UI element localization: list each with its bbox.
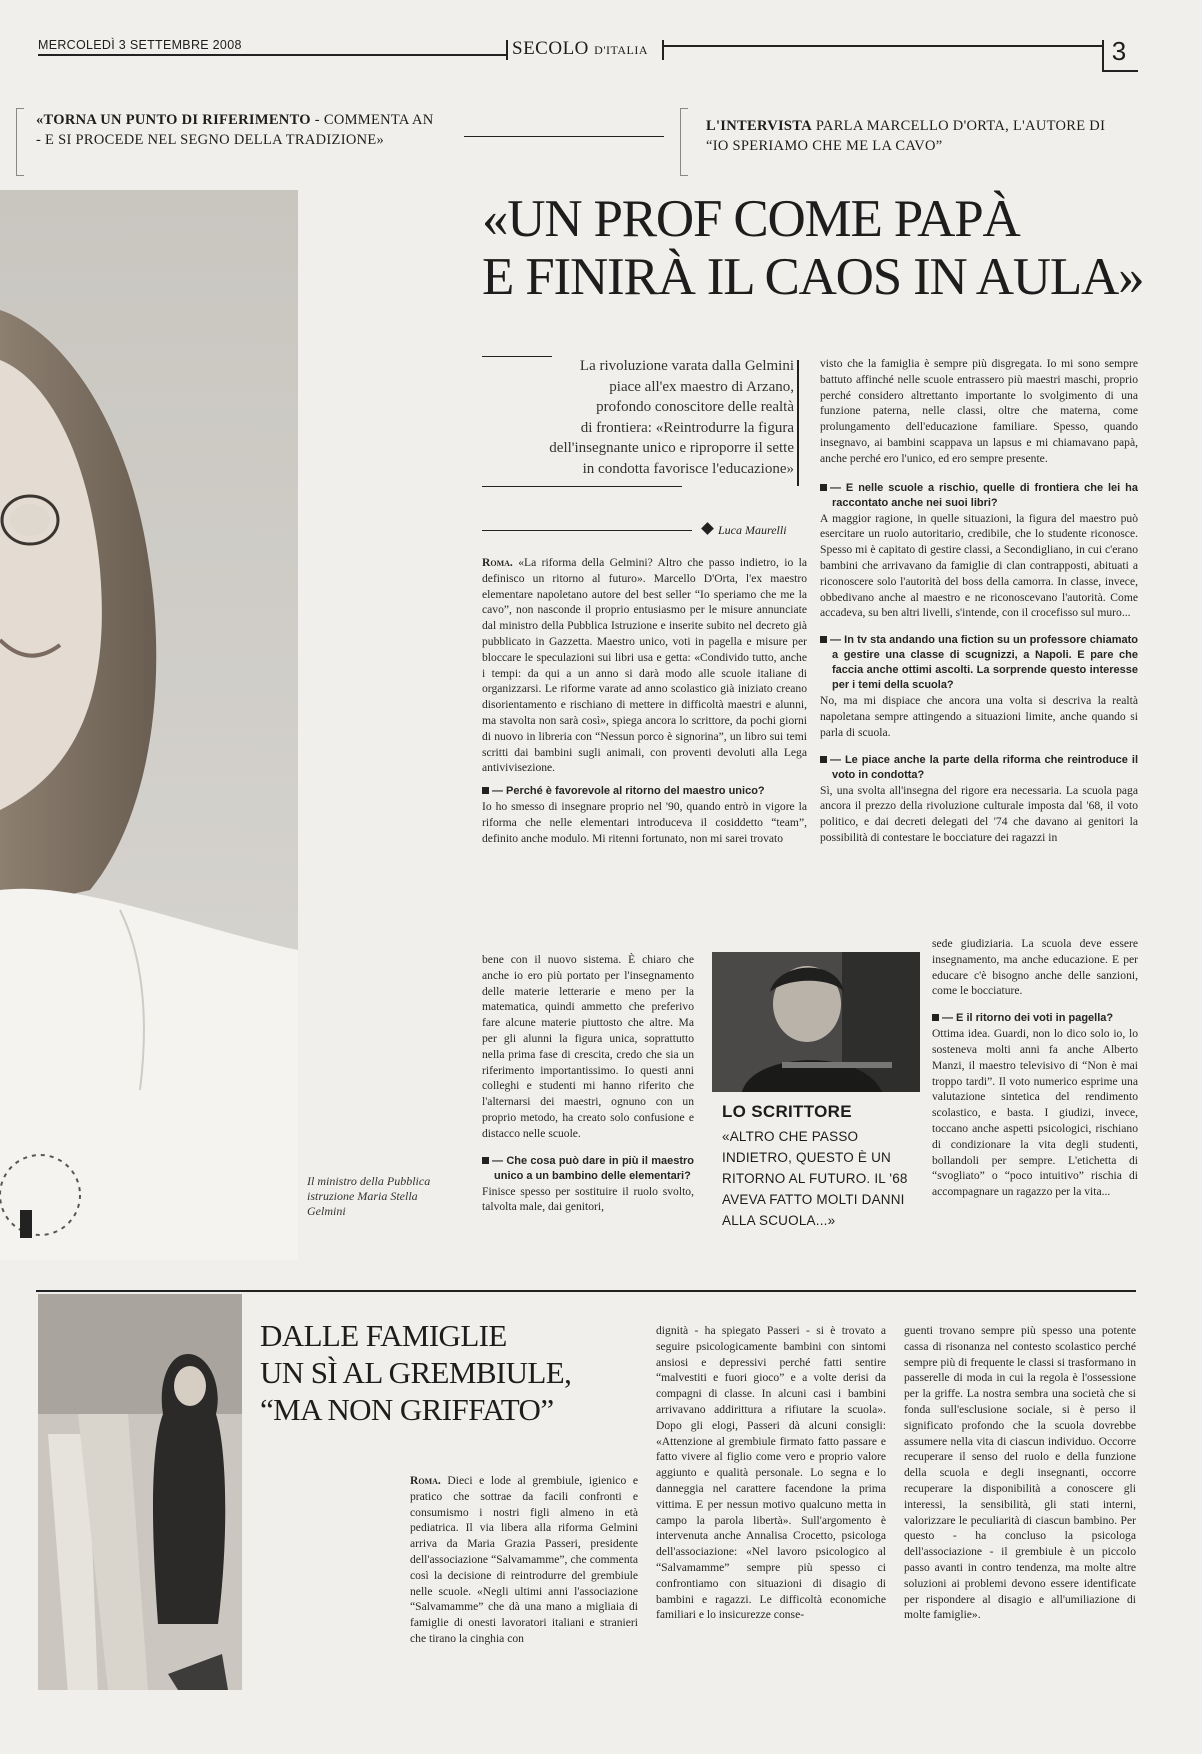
second-col3-text: guenti trovano sempre più spesso una potente cassa di risonanza nel contesto scolastico perché sempre più di frequente le classi si trasformano in passerelle di moda in cui la regola è l'ossessione per la griffe. La nostra sembra una società che si fonda sull'esclusione sociale, si è perso il significato profondo che la scuola dovrebbe assumere nella vita di ciascun individuo. Occorre recuperare il senso del ruolo e della funzione della scuola e degli insegnanti, occorre recuperare la disponibilità a conoscere gli interessi, la sensibilità, gli stati interni, valorizzare le peculiarità di ciascun bambino. Per questo - ha concluso la psicologa dell'associazione - il grembiule è un piccolo passo avanti in contro tendenza, ma molte altre soluzioni ai problemi devono essere identificate per rispondere al disagio e all'umiliazione di molte famiglie». [904,1324,1136,1622]
header-tick-right [662,40,664,60]
dateline: Roma. [482,556,513,569]
lede-line: di frontiera: «Reintrodurre la figura [580,419,794,436]
page-number: 3 [1111,36,1127,66]
kicker-divider [464,136,664,137]
second-col2-text: dignità - ha spiegato Passeri - si è trovato a seguire psicologicamente bambini con sintomi ansiosi e depressivi perché fatti sentire “malvestiti e fuori gioco” e a volte derisi da compagni di classe. In alcuni casi i bambini arrivavano addirittura a rifiutare la scuola». Dopo gli elogi, Passeri dà alcuni consigli: «Attenzione al grembiule firmato fatto passare e fatto vivere al figlio come vero e proprio valore aggiunto e qualità personale. Lo segna e lo danneggia nel carattere facendone la prima vittima. E per nessun motivo qualcuno metta in campo la parola libertà». Sull'argomento è intervenuta anche Annalisa Crocetto, psicologa dell'associazione: «Nel lavoro psicologico al “Salvamamme” sempre più spesso ci confrontiamo con situazioni di disagio di bambini e ragazzi. Le difficoltà economiche familiari e lo insicurezze conse- [656,1324,886,1622]
photo-caption: Il ministro della Pubblica istruzione Maria Stella Gelmini [307,1174,431,1218]
second-col2 [656,1323,886,1623]
kicker-left-bracket [16,108,24,176]
portrait-photo [0,190,298,1260]
question [482,1154,694,1184]
question-text: — E il ritorno dei voti in pagella? [942,1012,1114,1025]
byline: Luca Maurelli [718,523,787,537]
answer: Sì, una svolta all'insegna del rigore era necessaria. La scuola paga ancora il prezzo della rivoluzione culturale imposta dal '68, il voto politico, e dai decreti delegati del '74 che davano ai genitori la possibilità di contestare le bocciature dei ragazzi in [820,783,1138,844]
question [820,481,1138,511]
header-rule-left [38,54,508,56]
answer: Ottima idea. Guardi, non lo dico solo io, lo sosteneva molti anni fa anche Alberto Manzi, il maestro televisivo di “Non è mai troppo tardi”. Il voto numerico esprime una valutazione sintetica del rendimento scolastico, e basta. I giudizi, invece, toccano anche aspetti psicologici, rischiano di condizionare la vita degli studenti, bollandoli per sempre. L'etichetta di “svogliato” o “poco intuitivo” rischia di accompagnare un ragazzo per la vita... [932,1027,1138,1199]
kicker-left-text: - COMMENTA AN - E SI PROCEDE NEL SEGNO DELLA TRADIZIONE» [36,112,434,148]
paper-name: SECOLO [512,38,589,59]
main-col1-narrow [482,952,694,1215]
kicker-right-bracket [680,108,688,176]
paper-suffix: D'ITALIA [594,43,649,57]
answer-cont: bene con il nuovo sistema. È chiaro che anche io ero più portato per l'insegnamento delle materie letterarie e meno per la matematica, quindi ammetto che preferivo fare alcune materie piuttosto che altre. Ma per gli alunni la figura unica, soprattutto nella prima fase di crescita, credo che sia un riferimento importantissimo. Io questi anni colleghi e studenti mi hanno riferito che l'alternarsi dei maestri, ognuno con un proprio metodo, ha creato solo confusione e distacco nelle scuole. [482,953,694,1140]
kicker-right [706,116,1106,156]
writer-photo [712,952,920,1092]
question-text: — Le piace anche la parte della riforma che reintroduce il voto in condotta? [830,753,1138,781]
lede-line: dell'insegnante unico e riproporre il sette [549,440,794,456]
second-col1-text [410,1473,638,1647]
diamond-icon [701,522,714,535]
question-text: — Perché è favorevole al ritorno del maestro unico? [492,785,765,798]
main-headline-line2: E FINIRÀ IL CAOS IN AULA» [482,248,1144,306]
square-bullet-icon [820,636,827,643]
portrait-illustration [0,190,298,1260]
answer-cont: sede giudiziaria. La scuola deve essere insegnamento, ma anche educazione. E per educare c'è bisogno anche delle sanzioni, come le bocciature. [932,937,1138,998]
square-bullet-icon [820,756,827,763]
second-headline-line2: UN SÌ AL GREMBIULE, [260,1355,572,1390]
question-text: — E nelle scuole a rischio, quelle di frontiera che lei ha raccontato anche nei suoi libri? [830,481,1138,509]
lede-line: piace all'ex maestro di Arzano, [609,378,794,395]
kicker-left [36,110,436,150]
second-col1 [410,1473,638,1647]
writer-box-title: LO SCRITTORE [722,1102,852,1121]
col1-intro-text: «La riforma della Gelmini? Altro che passo indietro, io la definisco un ritorno al futuro». Marcello D'Orta, l'ex maestro elementare napoletano autore del best seller “Io speriamo che me la cavo”, non nasconde il proprio entusiasmo per le misure annunciate dal ministro della Pubblica Istruzione e inserite subito nel decreto già pubblicato in Gazzetta. Maestro unico, voti in pagella e misure per bloccare le speculazioni sui libri usa e getta: «Condivido tutto, anche i tempi: da qui a un anno si darà modo alle scuole italiane di organizzarsi. Le riforme varate ad anno scolastico già iniziato creano disorientamento e rischiano di mettere in difficoltà maestri e alunni, ma stavolta non sarà così», spiega ancora lo scrittore, da pochi giorni di nuovo in libreria con “Nessun porco è signorina”, un libro sui temi scritti dai bambini sugli animali, con proventi devoluti alla Lega antivivisezione. [482,556,807,775]
answer: No, ma mi dispiace che ancora una volta si descriva la realtà napoletana sempre attingendo a situazioni limite, anche quando si parla di scuola. [820,694,1138,739]
answer: Finisce spesso per sostituire il ruolo svolto, talvolta male, dai genitori, [482,1184,694,1214]
kicker-left-bold: «TORNA UN PUNTO DI RIFERIMENTO [36,112,311,128]
question [820,633,1138,693]
question [932,1011,1138,1026]
header-paper [512,38,648,60]
answer: Io ho smesso di insegnare proprio nel '90, quando entrò in vigore la riforma che nelle elementari introduceva il cosiddetto “team”, definito anche modulo. Mi ritenni fortunato, non mi sarei trovato [482,800,807,845]
question [820,753,1138,783]
main-col2-narrow [932,936,1138,1200]
byline-rule [482,530,692,531]
writer-illustration [712,952,920,1092]
kicker-right-bold: L'INTERVISTA [706,118,812,134]
main-headline-line1: «UN PROF COME PAPÀ [482,190,1020,248]
question-text: — Che cosa può dare in più il maestro unico a un bambino delle elementari? [492,1154,694,1182]
smock-illustration [38,1294,242,1690]
question-text: — In tv sta andando una fiction su un professore chiamato a gestire una classe di scugnizzi, a Napoli. E pare che faccia anche ottimi ascolti. La sorprende questo interesse per i temi della scuola? [830,634,1138,692]
square-bullet-icon [482,787,489,794]
question [482,784,807,799]
square-bullet-icon [820,484,827,491]
lede-rule-bottom [482,486,682,487]
smock-photo [38,1294,242,1690]
second-headline-line3: “MA NON GRIFFATO” [260,1392,554,1427]
square-bullet-icon [932,1014,939,1021]
page-number-underline [1102,70,1138,72]
main-col2 [820,356,1138,846]
answer: A maggior ragione, in quelle situazioni, la figura del maestro può esercitare un ruolo autoritario, credibile, che lo studente riconosce. Spesso mi è capitato di gestire classi, a Secondigliano, in cui c'erano bambini che arrivavano da famiglie di clan contrapposti, abituati a riconoscere solo l'autorità del boss della camorra. In classe, invece, obbedivano anche al maestro e ne riconoscevano l'autorità. Come accadeva, su ben altri livelli, s'intende, con il crocefisso sul muro... [820,511,1138,620]
writer-box-quote: «ALTRO CHE PASSO INDIETRO, QUESTO È UN RITORNO AL FUTURO. IL '68 AVEVA FATTO MOLTI DANNI ALLA SCUOLA...» [722,1129,908,1228]
second-headline-line1: DALLE FAMIGLIE [260,1318,507,1353]
second-col1-body: Dieci e lode al grembiule, igienico e pratico che sottrae da facili confronti e consumismo i nostri figli almeno in età pediatrica. Il via libera alla riforma Gelmini arriva da Maria Grazia Passeri, presidente dell'associazione “Salvamamme”, che commenta così la decisione di reintrodurre del grembiule nelle scuole. «Negli ultimi anni l'associazione “Salvamamme” che dà una mano a migliaia di famiglie di onesti lavoratori italiani e stranieri che tirano la cinghia con [410,1474,638,1645]
kicker-right-text: PARLA MARCELLO D'ORTA, L'AUTORE DI “IO SPERIAMO CHE ME LA CAVO” [706,118,1106,154]
col1-intro [482,555,807,776]
main-headline [482,190,1182,306]
col2-top: visto che la famiglia è sempre più disgregata. Io mi sono sempre battuto affinché nelle scuole entrassero più maestri maschi, proprio perché considero altrettanto importante lo svolgimento di una funzione paterna, nelle classi, oltre che materna, come prolungamento dell'educazione familiare. Spesso, quando insegnavo, ai bambini scappava un lapsus e mi chiamavano papà, anche perché ero l'unico, ed ero sempre presente. [820,357,1138,465]
lede-line: in condotta favorisce l'educazione» [582,460,794,477]
lede-line: profondo conoscitore delle realtà [596,399,794,415]
second-headline [260,1317,640,1428]
dateline: Roma. [410,1474,441,1487]
second-col3 [904,1323,1136,1623]
header-tick-left [506,40,508,60]
lede [482,356,794,479]
main-col1 [482,555,807,847]
lede-line: La rivoluzione varata dalla Gelmini [579,358,794,374]
lede-side-rule [797,360,799,486]
header-rule-right [664,45,1104,47]
header-date: MERCOLEDÌ 3 SETTEMBRE 2008 [38,38,242,52]
writer-box [712,1096,920,1262]
section-divider [36,1290,1136,1292]
square-bullet-icon [482,1157,489,1164]
